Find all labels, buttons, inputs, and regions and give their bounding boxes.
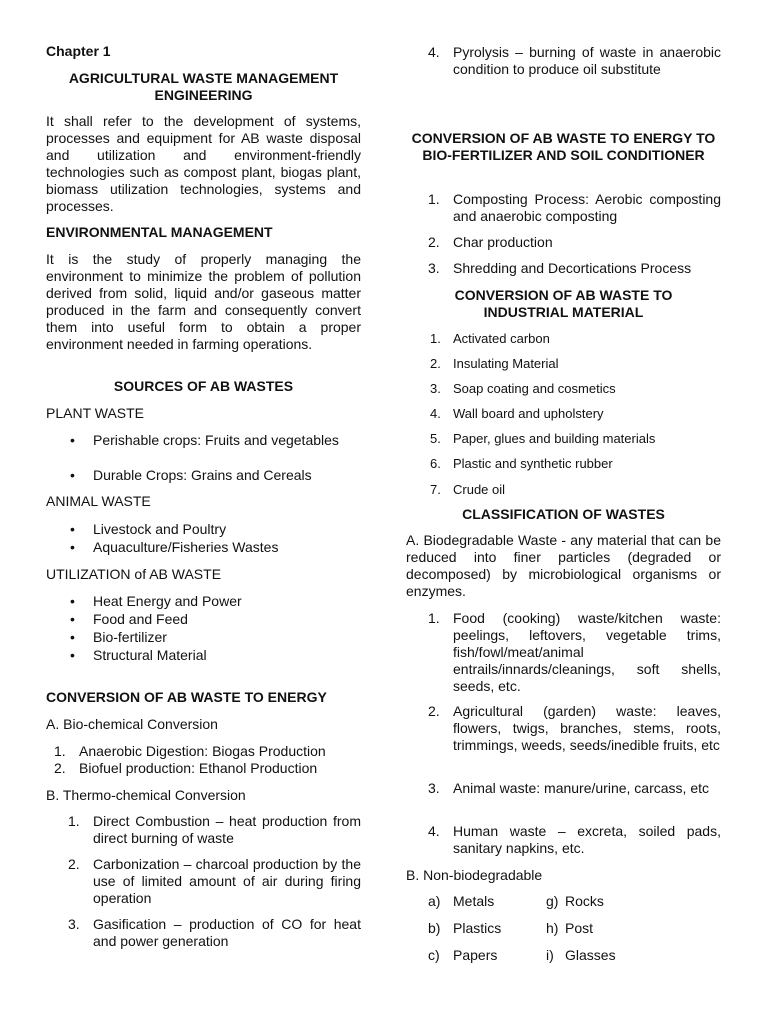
list-item: 2. Char production [428,234,553,250]
bullet-icon: • [70,647,75,663]
list-item: 1. Food (cooking) waste/kitchen waste: peelings, leftovers, vegetable trims, fish/fowl/meat/animal entrails/innards/cleanings, soft shells, seeds, etc. [428,610,721,694]
item-letter: c) [428,947,440,963]
energy-heading: CONVERSION OF AB WASTE TO ENERGY [46,689,327,705]
item-number: 2. [428,703,440,719]
item-letter: g) [546,893,559,909]
item-letter: i) [546,947,554,963]
list-item: • Bio-fertilizer [70,629,167,645]
intro-paragraph: It shall refer to the development of systems, processes and equipment for AB waste disposal and utilization and environment-friendly technologies such as compost plant, biogas plant, biomass utilization technologies, systems and processes. [46,113,361,214]
list-item: • Aquaculture/Fisheries Wastes [70,539,279,555]
list-item: • Perishable crops: Fruits and vegetables [70,432,339,448]
list-item: • Durable Crops: Grains and Cereals [70,467,312,483]
list-item: 4. Pyrolysis – burning of waste in anaerobic condition to produce oil substitute [428,44,721,77]
item-number: 3. [430,381,441,396]
list-item: 4. Wall board and upholstery [430,406,604,421]
item-number: 2. [430,356,441,371]
bullet-icon: • [70,593,75,609]
list-item: 5. Paper, glues and building materials [430,431,656,446]
chapter-label: Chapter 1 [46,43,111,59]
item-number: 6. [430,456,441,471]
bullet-icon: • [70,629,75,645]
item-text: Metals [453,893,495,909]
list-item: 2. Agricultural (garden) waste: leaves, flowers, twigs, branches, stems, roots, trimmings, weeds, seeds/inedible fruits, etc [428,703,721,753]
item-number: 7. [430,482,441,497]
list-item: 3. Soap coating and cosmetics [430,381,616,396]
item-number: 4. [430,406,441,421]
item-text: Rocks [565,893,604,909]
list-item: 1. Anaerobic Digestion: Biogas Production [54,743,326,759]
item-number: 1. [68,813,80,829]
list-item: • Structural Material [70,647,207,663]
list-item: 6. Plastic and synthetic rubber [430,456,613,471]
bullet-icon: • [70,432,75,448]
non-biodegradable-label: B. Non-biodegradable [406,867,543,883]
list-item: 2. Carbonization – charcoal production by the use of limited amount of air during firing operation [68,856,361,906]
bullet-icon: • [70,467,75,483]
item-letter: a) [428,893,441,909]
item-number: 5. [430,431,441,446]
list-item: • Livestock and Poultry [70,521,227,537]
env-heading: ENVIRONMENTAL MANAGEMENT [46,224,273,240]
plant-waste-label: PLANT WASTE [46,405,145,421]
bullet-icon: • [70,539,75,555]
item-text: Papers [453,947,498,963]
item-text: Glasses [565,947,616,963]
animal-waste-label: ANIMAL WASTE [46,493,151,509]
item-number: 2. [68,856,80,872]
item-text: Plastics [453,920,502,936]
item-number: 1. [428,610,440,626]
list-item: 1. Activated carbon [430,331,550,346]
list-item: 1. Composting Process: Aerobic composting and anaerobic composting [428,191,721,224]
list-item: 3. Animal waste: manure/urine, carcass, etc [428,780,709,796]
sources-heading: SOURCES OF AB WASTES [113,378,294,394]
list-item: 7. Crude oil [430,482,506,497]
list-item: 4. Human waste – excreta, soiled pads, sanitary napkins, etc. [428,823,721,856]
list-item: 1. Direct Combustion – heat production from direct burning of waste [68,813,361,846]
list-item: 3. Shredding and Decortications Process [428,260,692,276]
item-number: 1. [54,743,66,759]
list-item: • Heat Energy and Power [70,593,242,609]
item-letter: b) [428,920,441,936]
item-number: 3. [428,260,440,276]
list-item: • Food and Feed [70,611,188,627]
env-paragraph: It is the study of properly managing the environment to minimize the problem of pollution derived from solid, liquid and/or gaseous matter produced in the farm and consequently convert them into useful form to obtain a proper environment needed in farming operations. [46,251,361,352]
biofertilizer-heading: CONVERSION OF AB WASTE TO ENERGY TO BIO-FERTILIZER AND SOIL CONDITIONER [411,130,716,163]
bullet-icon: • [70,611,75,627]
item-number: 2. [54,760,66,776]
item-letter: h) [546,920,559,936]
utilization-label: UTILIZATION of AB WASTE [46,566,222,582]
item-text: Post [565,920,594,936]
item-number: 2. [428,234,440,250]
item-number: 1. [430,331,441,346]
list-item: 2. Insulating Material [430,356,559,371]
list-item: 3. Gasification – production of CO for heat and power generation [68,916,361,949]
classification-heading: CLASSIFICATION OF WASTES [462,506,665,522]
item-number: 3. [68,916,80,932]
item-number: 4. [428,44,440,60]
item-number: 1. [428,191,440,207]
industrial-heading: CONVERSION OF AB WASTE TO INDUSTRIAL MATERIAL [454,287,673,320]
thermo-label: B. Thermo-chemical Conversion [46,787,246,803]
biochem-label: A. Bio-chemical Conversion [46,716,218,732]
document-title: AGRICULTURAL WASTE MANAGEMENT ENGINEERING [68,70,339,103]
bullet-icon: • [70,521,75,537]
item-number: 4. [428,823,440,839]
biodegradable-paragraph: A. Biodegradable Waste - any material that can be reduced into finer particles (degraded or decomposed) by microbiological organisms or enzymes. [406,532,721,599]
item-number: 3. [428,780,440,796]
list-item: 2. Biofuel production: Ethanol Production [54,760,318,776]
